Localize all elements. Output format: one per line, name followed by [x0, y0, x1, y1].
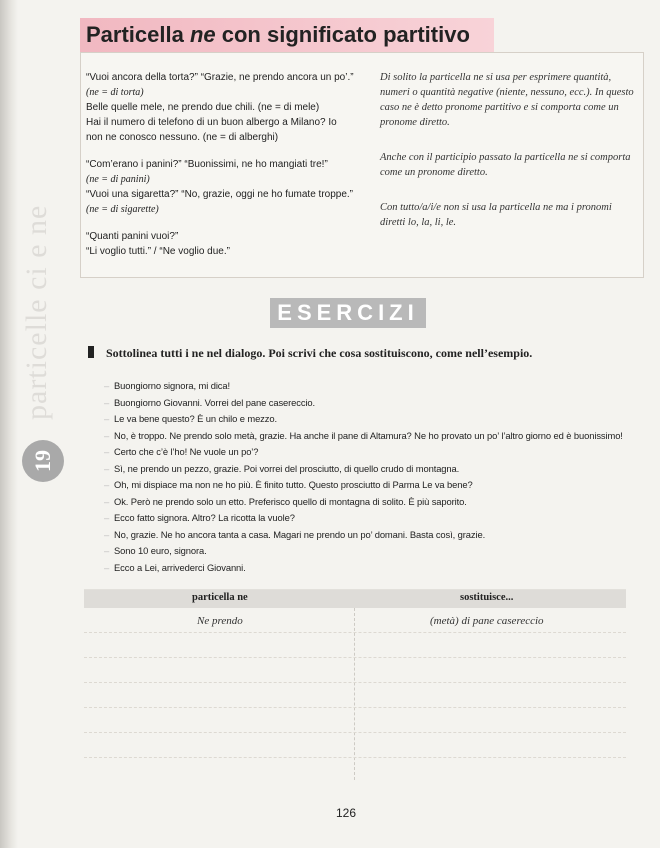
dialog-line: – Le va bene questo? È un chilo e mezzo. — [104, 413, 277, 424]
chapter-spine-text: particelle ci e ne — [20, 204, 53, 420]
example-line: “Vuoi una sigaretta?” “No, grazie, oggi ne ho fumate troppe.” — [86, 189, 354, 200]
answer-table — [84, 589, 626, 780]
dialog-line: – Oh, mi dispiace ma non ne ho più. È finito tutto. Questo prosciutto di Parma Le va bene? — [104, 479, 473, 490]
row-divider — [84, 682, 626, 683]
page-title: Particella ne con significato partitivo — [86, 22, 470, 47]
dialog-line: – Ecco a Lei, arrivederci Giovanni. — [104, 561, 246, 573]
example-line: (ne = di torta) — [86, 87, 144, 98]
example-line: (ne = di sigarette) — [86, 204, 159, 215]
dialog-line: – Sì, ne prendo un pezzo, grazie. Poi vorrei del prosciutto, di quello crudo di montagna. — [104, 462, 460, 474]
example-line: Hai il numero di telefono di un buon albergo a Milano? Io — [86, 117, 337, 128]
column-header-particella: particella ne — [192, 592, 248, 603]
rules-column — [380, 70, 636, 250]
column-header-sostituisce: sostituisce... — [460, 592, 514, 603]
example-line: (ne = di panini) — [86, 174, 150, 185]
exercise-instruction-text: Sottolinea tutti i ne nel dialogo. Poi scrivi che cosa sostituiscono, come nell’esempio. — [106, 346, 533, 360]
dialog-line: – Certo che c’è l’ho! Ne vuole un po’? — [104, 446, 259, 457]
example-line: “Li voglio tutti.” / “Ne voglio due.” — [86, 246, 230, 257]
example-line: “Vuoi ancora della torta?” “Grazie, ne prendo ancora un po’.” — [86, 72, 354, 83]
row-divider — [84, 732, 626, 733]
dialog-line: – Ok. Però ne prendo solo un etto. Preferisco quello di montagna di solito. È più saporito. — [104, 495, 467, 507]
dialog — [104, 378, 623, 576]
dialog-line: – Buongiorno signora, mi dica! — [104, 380, 231, 391]
example-line: “Quanti panini vuoi?” — [86, 231, 179, 242]
example-answer-replacement: (metà) di pane casereccio — [430, 615, 544, 627]
example-answer-particle: Ne prendo — [197, 615, 243, 627]
chapter-number-badge: 19 — [22, 440, 64, 482]
dialog-line: – Sono 10 euro, signora. — [104, 545, 207, 556]
examples-column — [86, 70, 366, 271]
exercise-instruction — [88, 346, 532, 361]
example-line: “Com’erano i panini?” “Buonissimi, ne ho mangiati tre!” — [86, 159, 328, 170]
example-group — [86, 229, 366, 259]
example-line: Belle quelle mele, ne prendo due chili. (ne = di mele) — [86, 102, 320, 113]
rule-text: Anche con il participio passato la particella ne si comporta come un pronome diretto. — [380, 152, 631, 178]
example-group — [86, 157, 366, 217]
exercise-number-marker — [88, 346, 94, 358]
book-binding — [0, 0, 18, 848]
rule-text: Con tutto/a/i/e non si usa la particella ne ma i pronomi diretti lo, la, li, le. — [380, 202, 612, 228]
dialog-line: – No, grazie. Ne ho ancora tanta a casa. Magari ne prendo un po’ domani. Basta così, grazie. — [104, 528, 486, 540]
example-line: non ne conosco nessuno. (ne = di alberghi) — [86, 132, 279, 143]
row-divider — [84, 657, 626, 658]
answer-table-header — [84, 590, 626, 608]
row-divider — [84, 632, 626, 633]
exercises-banner: ESERCIZI — [270, 298, 426, 328]
dialog-line: – No, è troppo. Ne prendo solo metà, grazie. Ha anche il pane di Altamura? Ne ho provato un po’ l’altro giorno ed è buonissimo! — [104, 429, 623, 441]
example-group — [86, 70, 366, 145]
dialog-line: – Buongiorno Giovanni. Vorrei del pane casereccio. — [104, 396, 316, 408]
row-divider — [84, 707, 626, 708]
rule-text: Di solito la particella ne si usa per esprimere quantità, numeri o quantità negative (niente, nessuno, ecc.). In questo caso ne è detto pronome partitivo e si comporta come un pronome diretto. — [380, 72, 634, 128]
row-divider — [84, 757, 626, 758]
dialog-line: – Ecco fatto signora. Altro? La ricotta la vuole? — [104, 512, 295, 523]
page-number: 126 — [335, 806, 357, 820]
column-divider — [354, 608, 355, 780]
